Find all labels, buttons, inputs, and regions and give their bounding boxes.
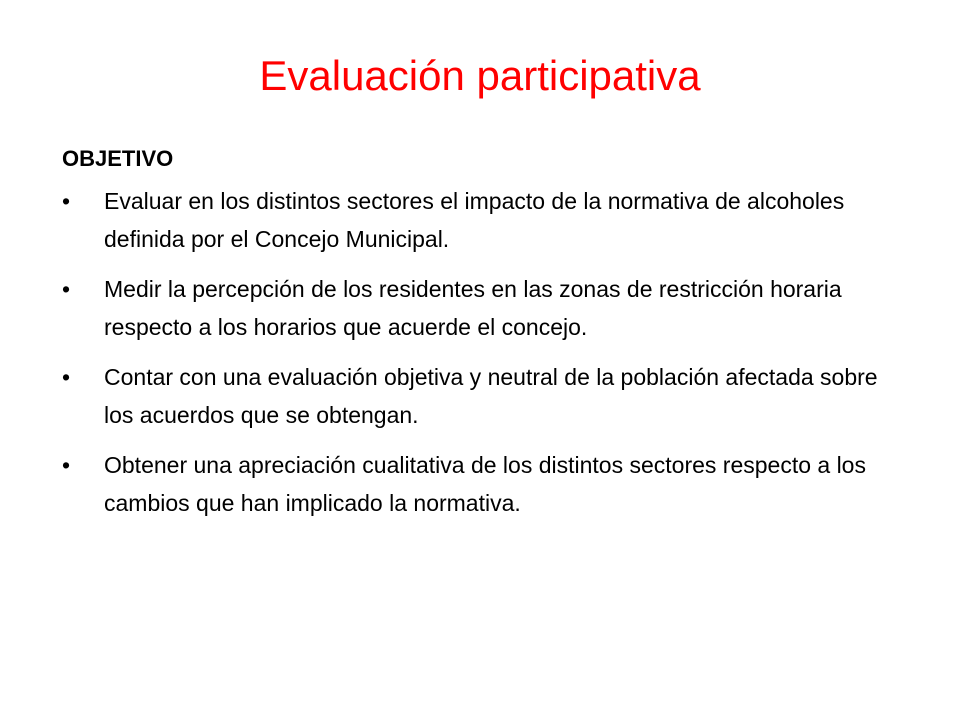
bullet-text: Obtener una apreciación cualitativa de los distintos sectores respecto a los cambios que han implicado la normativa. (104, 452, 866, 516)
list-item (62, 182, 902, 258)
bullet-text: Evaluar en los distintos sectores el impacto de la normativa de alcoholes definida por el Concejo Municipal. (104, 188, 845, 252)
list-item (62, 358, 902, 434)
list-item (62, 446, 902, 522)
slide-title: Evaluación participativa (259, 52, 701, 99)
bullet-text: Contar con una evaluación objetiva y neutral de la población afectada sobre los acuerdos que se obtengan. (104, 364, 878, 428)
list-item (62, 270, 902, 346)
bullet-text: Medir la percepción de los residentes en las zonas de restricción horaria respecto a los horarios que acuerde el concejo. (104, 276, 842, 340)
bullet-icon: • (62, 188, 71, 214)
section-heading: OBJETIVO (62, 146, 174, 171)
bullet-icon: • (62, 452, 71, 478)
slide-content (62, 140, 902, 534)
bullet-icon: • (62, 364, 71, 390)
bullet-icon: • (62, 276, 71, 302)
bullet-list (62, 182, 902, 522)
